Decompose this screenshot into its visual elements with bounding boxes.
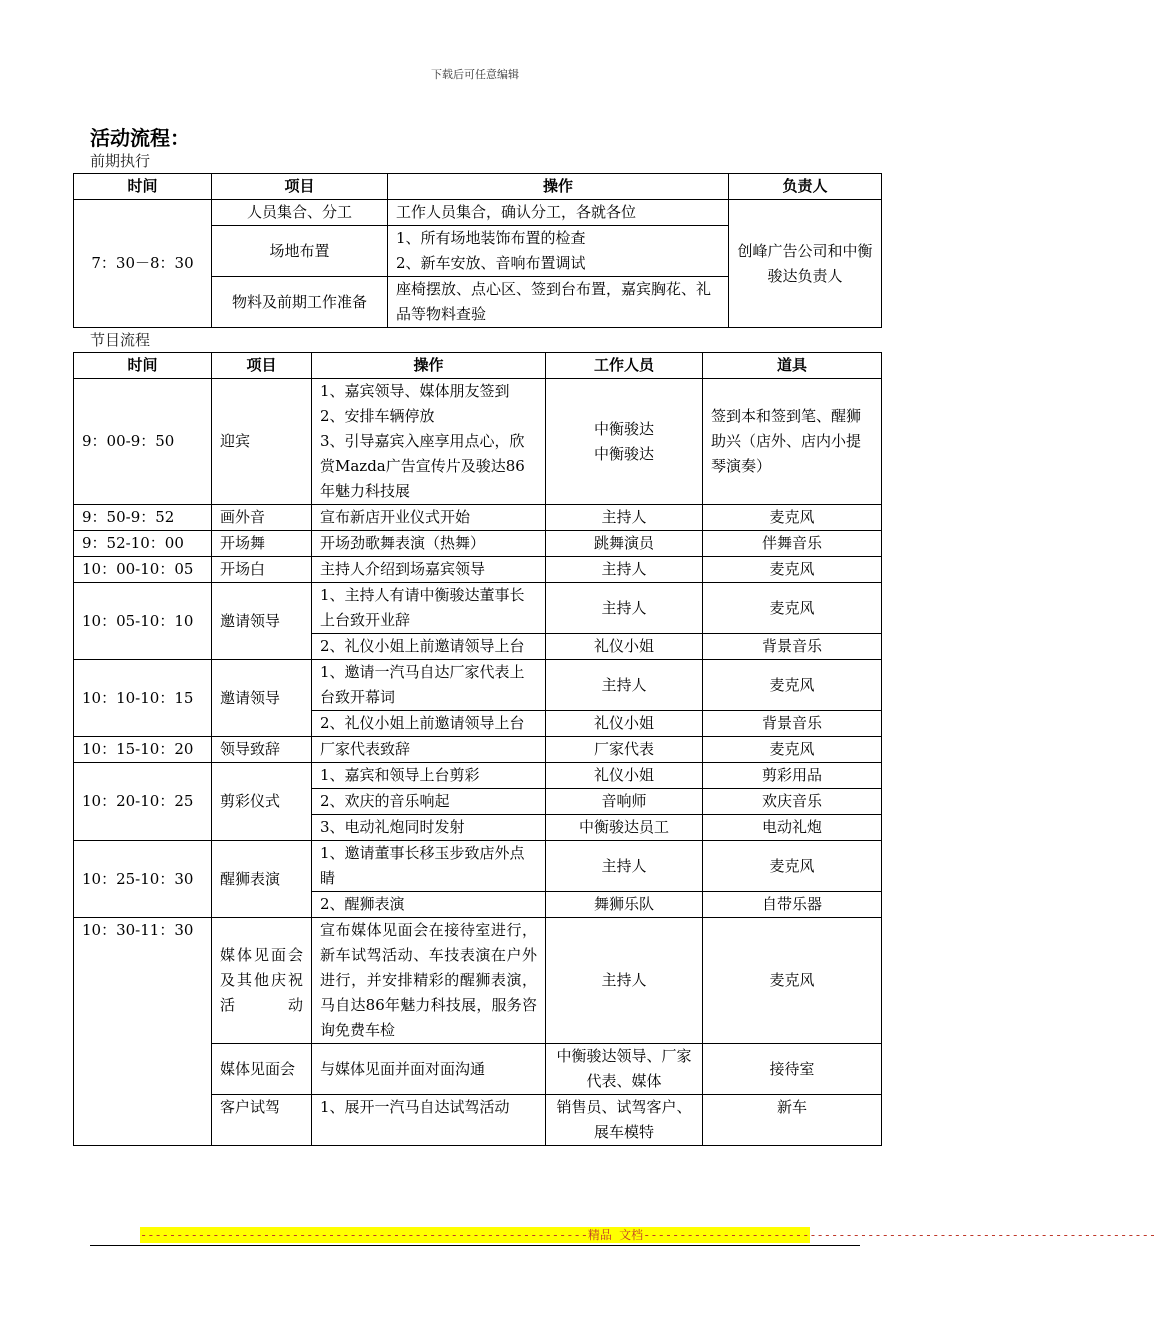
table-row xyxy=(74,505,882,531)
header-note: 下载后可任意编辑 xyxy=(431,68,519,81)
header-props: 道具 xyxy=(703,353,882,379)
staff-cell: 中衡骏达 中衡骏达 xyxy=(546,379,703,505)
item-cell: 剪彩仪式 xyxy=(212,763,312,841)
staff-cell: 主持人 xyxy=(546,841,703,892)
table-row xyxy=(74,660,882,711)
operation-cell: 3、电动礼炮同时发射 xyxy=(312,815,546,841)
operation-cell: 2、礼仪小姐上前邀请领导上台 xyxy=(312,634,546,660)
operation-cell: 1、嘉宾领导、媒体朋友签到 2、安排车辆停放 3、引导嘉宾入座享用点心，欣赏Mazda广告宣传片及骏达86年魅力科技展 xyxy=(312,379,546,505)
props-cell: 麦克风 xyxy=(703,557,882,583)
props-cell: 欢庆音乐 xyxy=(703,789,882,815)
table-row xyxy=(74,557,882,583)
props-cell: 背景音乐 xyxy=(703,711,882,737)
props-cell: 新车 xyxy=(703,1095,882,1146)
item-cell: 场地布置 xyxy=(212,226,388,277)
footer-divider xyxy=(90,1245,860,1246)
header-item: 项目 xyxy=(212,174,388,200)
operation-cell: 与媒体见面并面对面沟通 xyxy=(312,1044,546,1095)
item-cell: 客户试驾 xyxy=(212,1095,312,1146)
item-cell: 开场舞 xyxy=(212,531,312,557)
table-row xyxy=(74,583,882,634)
item-cell: 媒体见面会及其他庆祝活动 xyxy=(212,918,312,1044)
staff-cell: 主持人 xyxy=(546,660,703,711)
staff-cell: 主持人 xyxy=(546,583,703,634)
section-label-program: 节目流程 xyxy=(90,331,151,349)
props-cell: 伴舞音乐 xyxy=(703,531,882,557)
header-time: 时间 xyxy=(74,174,212,200)
operation-cell: 工作人员集合，确认分工，各就各位 xyxy=(388,200,729,226)
operation-cell: 1、邀请董事长移玉步致店外点睛 xyxy=(312,841,546,892)
footer-banner: --------------------------------------------------------------精品 文档----------------------------------------------------------------------- xyxy=(140,1228,1156,1242)
table-row xyxy=(74,531,882,557)
table-row xyxy=(74,763,882,789)
time-cell: 10：00-10：05 xyxy=(74,557,212,583)
table-row xyxy=(74,841,882,892)
item-cell: 媒体见面会 xyxy=(212,1044,312,1095)
item-cell: 画外音 xyxy=(212,505,312,531)
operation-cell: 主持人介绍到场嘉宾领导 xyxy=(312,557,546,583)
header-owner: 负责人 xyxy=(729,174,882,200)
time-cell: 7：30－8：30 xyxy=(74,200,212,328)
header-item: 项目 xyxy=(212,353,312,379)
staff-cell: 中衡骏达领导、厂家代表、媒体 xyxy=(546,1044,703,1095)
staff-cell: 主持人 xyxy=(546,557,703,583)
staff-cell: 中衡骏达员工 xyxy=(546,815,703,841)
time-cell: 10：15-10：20 xyxy=(74,737,212,763)
time-cell: 10：30-11：30 xyxy=(74,918,212,1146)
props-cell: 电动礼炮 xyxy=(703,815,882,841)
time-cell: 9：00-9：50 xyxy=(74,379,212,505)
item-cell: 迎宾 xyxy=(212,379,312,505)
operation-cell: 开场劲歌舞表演（热舞） xyxy=(312,531,546,557)
time-cell: 9：50-9：52 xyxy=(74,505,212,531)
program-table xyxy=(73,352,882,1146)
table-row xyxy=(74,200,882,226)
operation-cell: 1、主持人有请中衡骏达董事长上台致开业辞 xyxy=(312,583,546,634)
props-cell: 剪彩用品 xyxy=(703,763,882,789)
props-cell: 麦克风 xyxy=(703,918,882,1044)
item-cell: 开场白 xyxy=(212,557,312,583)
header-staff: 工作人员 xyxy=(546,353,703,379)
props-cell: 麦克风 xyxy=(703,505,882,531)
staff-cell: 礼仪小姐 xyxy=(546,763,703,789)
staff-cell: 礼仪小姐 xyxy=(546,711,703,737)
props-cell: 签到本和签到笔、醒狮助兴（店外、店内小提琴演奏） xyxy=(703,379,882,505)
staff-cell: 主持人 xyxy=(546,918,703,1044)
operation-cell: 1、展开一汽马自达试驾活动 xyxy=(312,1095,546,1146)
operation-cell: 2、欢庆的音乐响起 xyxy=(312,789,546,815)
operation-cell: 1、所有场地装饰布置的检查 2、新车安放、音响布置调试 xyxy=(388,226,729,277)
table-row xyxy=(74,737,882,763)
time-cell: 10：05-10：10 xyxy=(74,583,212,660)
table-header-row xyxy=(74,174,882,200)
operation-cell: 宣布新店开业仪式开始 xyxy=(312,505,546,531)
operation-cell: 厂家代表致辞 xyxy=(312,737,546,763)
item-cell: 领导致辞 xyxy=(212,737,312,763)
time-cell: 10：20-10：25 xyxy=(74,763,212,841)
item-cell: 人员集合、分工 xyxy=(212,200,388,226)
staff-cell: 主持人 xyxy=(546,505,703,531)
operation-cell: 1、嘉宾和领导上台剪彩 xyxy=(312,763,546,789)
header-operation: 操作 xyxy=(312,353,546,379)
props-cell: 背景音乐 xyxy=(703,634,882,660)
operation-cell: 1、邀请一汽马自达厂家代表上台致开幕词 xyxy=(312,660,546,711)
operation-cell: 2、礼仪小姐上前邀请领导上台 xyxy=(312,711,546,737)
staff-cell: 厂家代表 xyxy=(546,737,703,763)
item-cell: 醒狮表演 xyxy=(212,841,312,918)
operation-cell: 座椅摆放、点心区、签到台布置，嘉宾胸花、礼品等物料查验 xyxy=(388,277,729,328)
item-cell: 邀请领导 xyxy=(212,660,312,737)
pre-execution-table xyxy=(73,173,882,328)
table-row xyxy=(74,918,882,1044)
props-cell: 麦克风 xyxy=(703,660,882,711)
owner-cell: 创峰广告公司和中衡骏达负责人 xyxy=(729,200,882,328)
time-cell: 10：25-10：30 xyxy=(74,841,212,918)
table-row xyxy=(74,379,882,505)
page-title: 活动流程： xyxy=(90,126,190,150)
props-cell: 麦克风 xyxy=(703,583,882,634)
time-cell: 10：10-10：15 xyxy=(74,660,212,737)
item-cell: 邀请领导 xyxy=(212,583,312,660)
header-operation: 操作 xyxy=(388,174,729,200)
section-label-pre: 前期执行 xyxy=(90,152,151,170)
props-cell: 自带乐器 xyxy=(703,892,882,918)
header-time: 时间 xyxy=(74,353,212,379)
staff-cell: 音响师 xyxy=(546,789,703,815)
staff-cell: 销售员、试驾客户、展车模特 xyxy=(546,1095,703,1146)
props-cell: 接待室 xyxy=(703,1044,882,1095)
operation-cell: 宣布媒体见面会在接待室进行，新车试驾活动、车技表演在户外进行，并安排精彩的醒狮表演，马自达86年魅力科技展，服务咨询免费车检 xyxy=(312,918,546,1044)
operation-cell: 2、醒狮表演 xyxy=(312,892,546,918)
props-cell: 麦克风 xyxy=(703,841,882,892)
staff-cell: 舞狮乐队 xyxy=(546,892,703,918)
props-cell: 麦克风 xyxy=(703,737,882,763)
item-cell: 物料及前期工作准备 xyxy=(212,277,388,328)
table-header-row xyxy=(74,353,882,379)
staff-cell: 礼仪小姐 xyxy=(546,634,703,660)
staff-cell: 跳舞演员 xyxy=(546,531,703,557)
time-cell: 9：52-10：00 xyxy=(74,531,212,557)
